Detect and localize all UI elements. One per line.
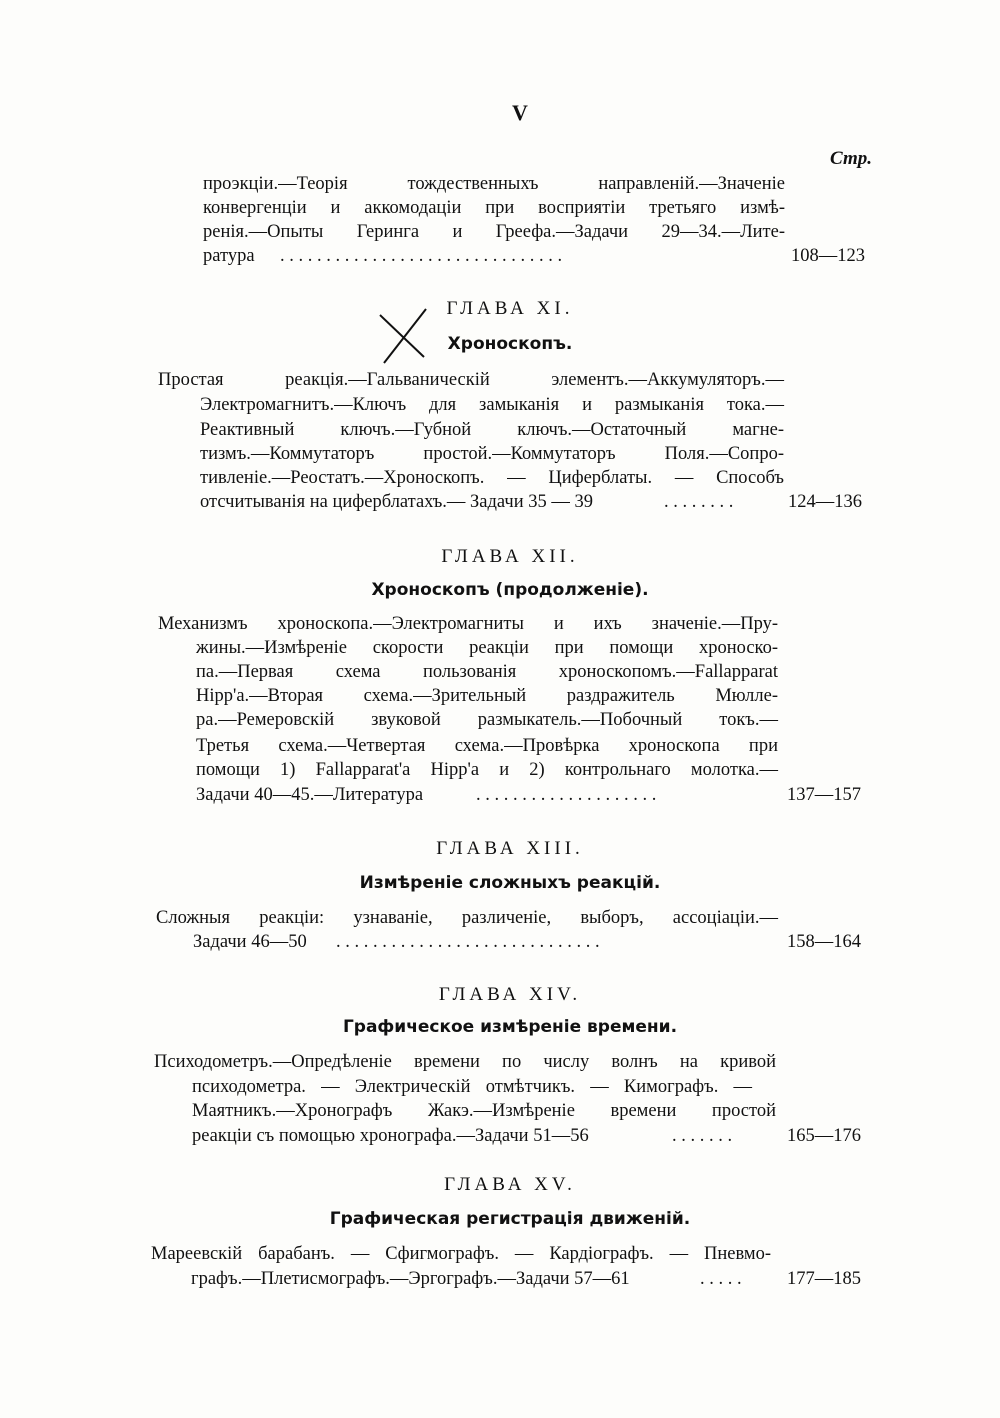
chapter-title: Графическая регистрація движеній. bbox=[329, 1209, 691, 1229]
entry-line: Простая реакція.—Гальваническій элементъ.—Аккумуляторъ.— bbox=[158, 370, 784, 390]
dot-leader: . . . . . . . . . . . . . . . . . . . . bbox=[476, 785, 657, 805]
entry-line: Сложныя реакціи: узнаваніе, различеніе, выборъ, ассоціаціи.— bbox=[156, 908, 778, 928]
entry-line: тивленіе.—Реостатъ.—Хроноскопъ. — Циферблаты. — Способъ bbox=[200, 468, 784, 488]
entry-line: конвергенціи и аккомодаціи при восприятіи третьяго измѣ- bbox=[203, 198, 785, 218]
entry-line: тизмъ.—Коммутаторъ простой.—Коммутаторъ Поля.—Сопро- bbox=[200, 444, 784, 464]
chapter-heading: ГЛАВА XV. bbox=[444, 1174, 576, 1195]
entry-line: помощи 1) Fallapparat'a Hipp'a и 2) контрольнаго молотка.— bbox=[196, 760, 778, 780]
entry-line: Задачи 46—50 bbox=[193, 932, 307, 952]
dot-leader: . . . . . bbox=[700, 1269, 742, 1289]
entry-line: отсчитыванія на циферблатахъ.— Задачи 35 — 39 bbox=[200, 492, 593, 512]
page-range: 108—123 bbox=[791, 246, 865, 266]
chapter-heading: ГЛАВА XIII. bbox=[436, 838, 584, 859]
chapter-heading: ГЛАВА XI. bbox=[446, 298, 574, 319]
chapter-title: Измѣреніе сложныхъ реакцій. bbox=[359, 873, 661, 893]
entry-line: Электромагнитъ.—Ключъ для замыканія и размыканія тока.— bbox=[200, 395, 784, 415]
chapter-title: Хроноскопъ (продолженіе). bbox=[371, 580, 649, 600]
entry-line: Мареевскій барабанъ. — Сфигмографъ. — Кардіографъ. — Пневмо- bbox=[151, 1244, 771, 1264]
entry-line: психодометра. — Электрическій отмѣтчикъ. — Кимографъ. — bbox=[192, 1077, 752, 1097]
entry-line: ра.—Ремеровскій звуковой размыкатель.—Побочный токъ.— bbox=[196, 710, 778, 730]
dot-leader: . . . . . . . . . . . . . . . . . . . . . . . . . . . . . bbox=[336, 932, 600, 952]
page-range: 165—176 bbox=[787, 1126, 861, 1146]
entry-line: Психодометръ.—Опредѣленіе времени по числу волнъ на кривой bbox=[154, 1052, 776, 1072]
entry-line: проэкціи.—Теорія тождественныхъ направленій.—Значеніе bbox=[203, 174, 785, 194]
entry-line: Третья схема.—Четвертая схема.—Провѣрка хроноскопа при bbox=[196, 736, 778, 756]
entry-line: ренія.—Опыты Геринга и Греефа.—Задачи 29—34.—Лите- bbox=[203, 222, 785, 242]
entry-line: реакціи съ помощью хронографа.—Задачи 51—56 bbox=[192, 1126, 589, 1146]
dot-leader: . . . . . . . bbox=[672, 1126, 733, 1146]
page-range: 124—136 bbox=[788, 492, 862, 512]
dot-leader: . . . . . . . . . . . . . . . . . . . . . . . . . . . . . . . bbox=[280, 246, 563, 266]
entry-line: Механизмъ хроноскопа.—Электромагниты и ихъ значеніе.—Пру- bbox=[158, 614, 778, 634]
page-number: V bbox=[512, 100, 528, 125]
entry-line: Маятникъ.—Хронографъ Жакэ.—Измѣреніе времени простой bbox=[192, 1101, 776, 1121]
page-range: 177—185 bbox=[787, 1269, 861, 1289]
chapter-title: Графическое измѣреніе времени. bbox=[342, 1017, 678, 1037]
entry-line: ратура bbox=[203, 246, 255, 266]
entry-line: графъ.—Плетисмографъ.—Эргографъ.—Задачи 57—61 bbox=[191, 1269, 630, 1289]
page-range: 158—164 bbox=[787, 932, 861, 952]
column-header-pages: Стр. bbox=[830, 148, 872, 169]
entry-line: па.—Первая схема пользованія хроноскопомъ.—Fallapparat bbox=[196, 662, 778, 682]
chapter-title: Хроноскопъ. bbox=[447, 334, 573, 354]
dot-leader: . . . . . . . . bbox=[664, 492, 734, 512]
entry-line: жины.—Измѣреніе скорости реакціи при помощи хроноско- bbox=[196, 638, 778, 658]
page-range: 137—157 bbox=[787, 785, 861, 805]
entry-line: Задачи 40—45.—Литература bbox=[196, 785, 424, 805]
chapter-heading: ГЛАВА XII. bbox=[441, 546, 579, 567]
entry-line: Hipp'a.—Вторая схема.—Зрительный раздражитель Мюлле- bbox=[196, 686, 778, 706]
entry-line: Реактивный ключъ.—Губной ключъ.—Остаточный магне- bbox=[200, 420, 784, 440]
chapter-heading: ГЛАВА XIV. bbox=[438, 984, 582, 1005]
